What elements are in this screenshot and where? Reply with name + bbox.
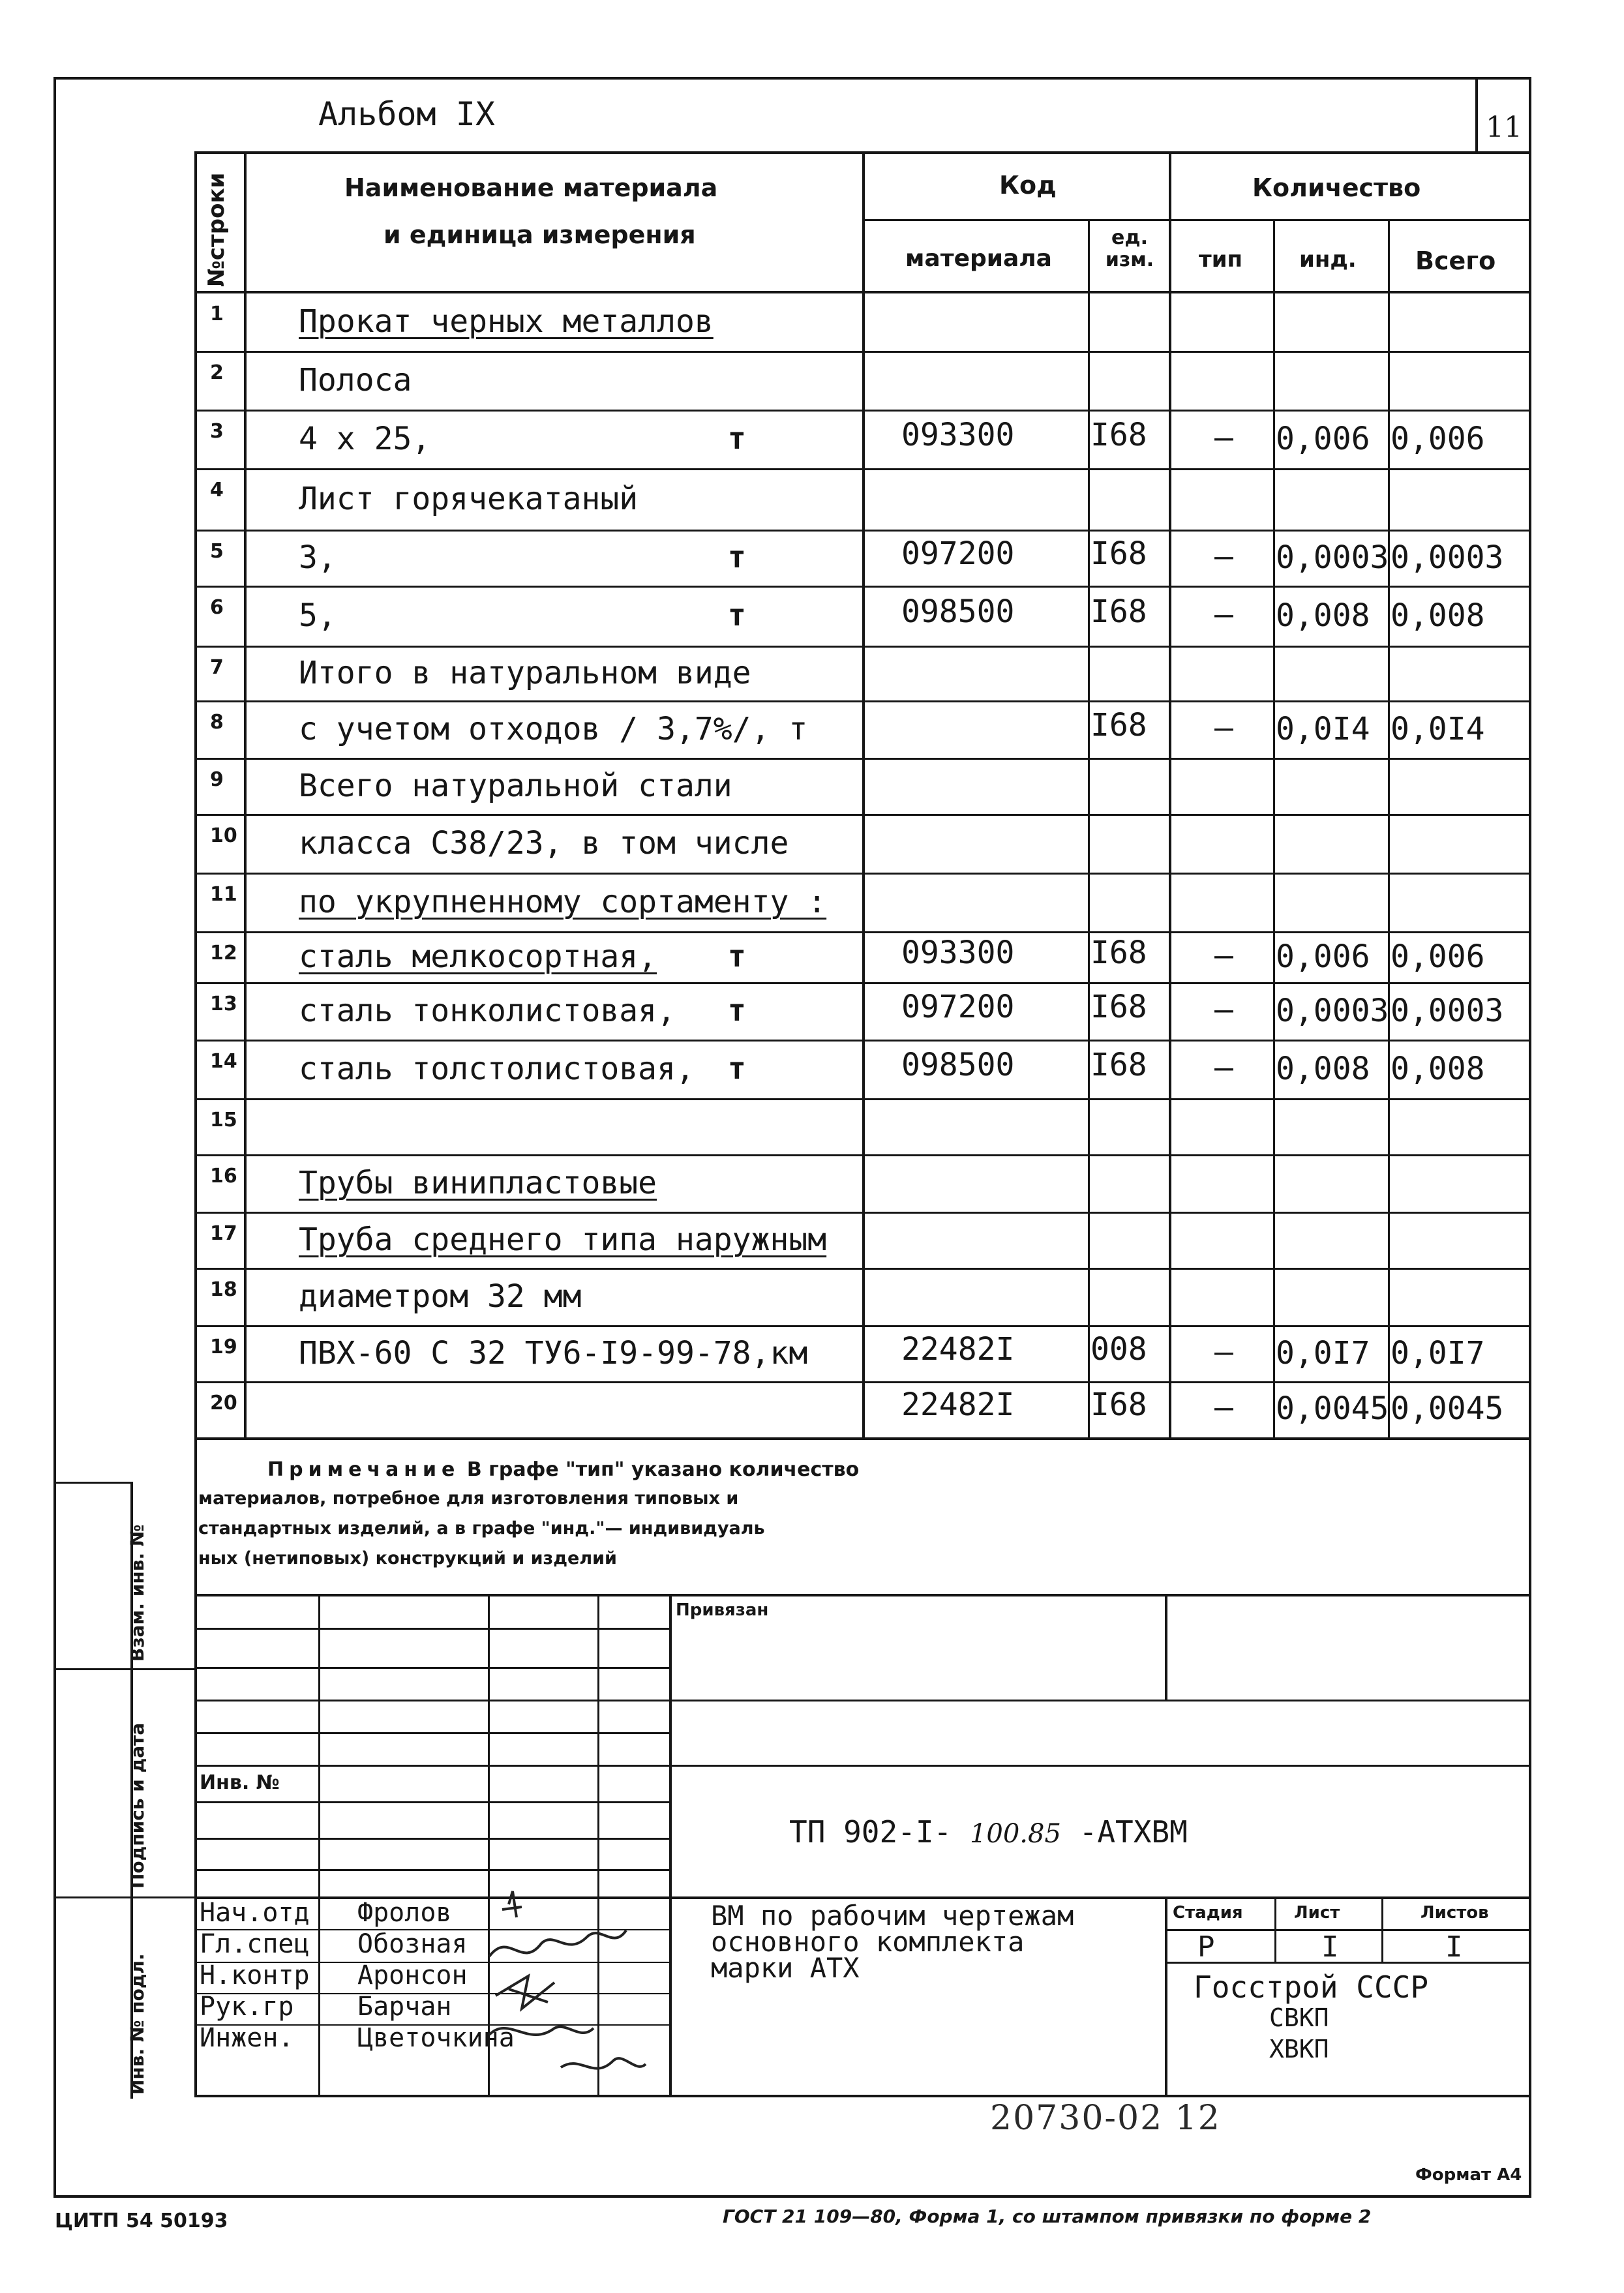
side-label-inv-podl: Инв. № подл. — [127, 1953, 148, 2095]
sheets-value: I — [1445, 1930, 1463, 1964]
note-line4: ных (нетиповых) конструкций и изделий — [198, 1548, 617, 1568]
stamp-role: Нач.отд — [200, 1898, 310, 1928]
note-line2: материалов, потребное для изготовления типовых и — [198, 1488, 739, 1508]
qty-ind: 0,008 — [1276, 1051, 1370, 1087]
qty-ind: 0,0I7 — [1276, 1335, 1370, 1371]
stage-h1 — [1165, 1929, 1531, 1931]
row-number: 1 — [210, 303, 224, 325]
material-code: 098500 — [901, 593, 1015, 630]
stamp-v4 — [669, 1594, 672, 2097]
material-code: 097200 — [901, 989, 1015, 1025]
qty-ind: 0,006 — [1276, 421, 1370, 457]
stamp-person-name: Барчан — [357, 1992, 452, 2022]
org-line1: Госстрой СССР — [1194, 1970, 1429, 2005]
qty-total: 0,008 — [1391, 597, 1485, 634]
privyazan-label: Привязан — [676, 1600, 769, 1620]
binding-sep1 — [53, 1668, 197, 1670]
stamp-role: Н.контр — [200, 1960, 310, 1990]
header-type: тип — [1199, 247, 1243, 273]
qty-ind: 0,0003 — [1276, 993, 1389, 1029]
row-number: 7 — [210, 656, 224, 679]
stage-v2 — [1381, 1896, 1383, 1962]
qty-total: 0,008 — [1391, 1051, 1485, 1087]
unit-code: I68 — [1090, 989, 1147, 1025]
unit-code: I68 — [1090, 707, 1147, 743]
stage-value: Р — [1197, 1930, 1215, 1964]
material-unit: т — [728, 597, 746, 633]
qty-type: – — [1214, 1389, 1233, 1426]
material-name: 5, — [299, 597, 337, 634]
row-number: 3 — [210, 420, 224, 443]
header-code-material: материала — [905, 245, 1052, 272]
material-unit: т — [728, 539, 746, 575]
col-line-rowno — [244, 151, 247, 1439]
col-line-code — [1088, 219, 1090, 1439]
qty-ind: 0,0003 — [1276, 539, 1389, 576]
col-line-ind — [1388, 219, 1390, 1439]
col-line-uom — [1169, 151, 1171, 1439]
stage-h2 — [1165, 1962, 1531, 1964]
footer-right: ГОСТ 21 109—80, Форма 1, со штампом привязки по форме 2 — [723, 2206, 1372, 2227]
inv-no-label: Инв. № — [200, 1771, 280, 1794]
unit-code: I68 — [1090, 935, 1147, 971]
material-code: 093300 — [901, 417, 1015, 453]
unit-code: I68 — [1090, 593, 1147, 630]
page-number: 11 — [1486, 111, 1522, 144]
material-name: 3, — [299, 539, 337, 576]
material-name: класса С38/23, в том числе — [299, 825, 789, 862]
row-number: 11 — [210, 883, 237, 906]
header-name-line1: Наименование материала — [344, 173, 718, 202]
note-line3: стандартных изделий, а в графе "инд."— индивидуаль — [198, 1518, 765, 1538]
row-separator — [194, 410, 1531, 412]
row-separator — [194, 1325, 1531, 1327]
album-title: Альбом IX — [318, 95, 495, 133]
stamp-v5-top — [1165, 1594, 1167, 1700]
doc-number-hand: 100.85 — [969, 1819, 1061, 1849]
material-name: Всего натуральной стали — [299, 768, 732, 804]
qty-ind: 0,0I4 — [1276, 711, 1370, 747]
stamp-person-name: Аронсон — [357, 1960, 468, 1990]
row-number: 4 — [210, 479, 224, 502]
row-number: 18 — [210, 1278, 237, 1301]
note-title: Примечание — [267, 1458, 460, 1481]
material-code: 093300 — [901, 935, 1015, 971]
footer-left: ЦИТП 54 50193 — [55, 2210, 228, 2232]
row-number: 2 — [210, 361, 224, 384]
stamp-right — [1529, 1594, 1531, 2097]
material-name: сталь мелкосортная, — [299, 938, 657, 975]
stamp-h5 — [194, 1765, 1531, 1767]
stamp-bottom — [194, 2095, 1531, 2097]
doc-title — [711, 1900, 1074, 1984]
col-line-name — [862, 151, 865, 1439]
qty-type: – — [1214, 1334, 1233, 1370]
stamp-left — [194, 1594, 197, 2097]
binding-top — [53, 1482, 132, 1484]
stamp-person-name: Фролов — [357, 1898, 452, 1928]
signatures-image — [483, 1878, 652, 2100]
material-unit: т — [728, 421, 746, 456]
row-number: 16 — [210, 1165, 237, 1188]
header-code-unit: ед. изм. — [1105, 226, 1154, 271]
doc-number-prefix: ТП 902-I- — [789, 1814, 952, 1850]
row-separator — [194, 1268, 1531, 1270]
sheets-label: Листов — [1421, 1903, 1489, 1923]
stage-label: Стадия — [1173, 1903, 1243, 1923]
qty-total: 0,006 — [1391, 421, 1485, 457]
row-separator — [194, 758, 1531, 760]
side-label-vzam: Взам. инв. № — [127, 1524, 148, 1662]
table-left-line — [194, 151, 197, 1606]
stamp-person-name: Цветочкина — [357, 2023, 515, 2053]
qty-ind: 0,0045 — [1276, 1390, 1389, 1427]
org-line2: СВКП — [1269, 2003, 1329, 2032]
stamp-role: Гл.спец — [200, 1929, 310, 1959]
outer-frame-bottom — [53, 2195, 1531, 2198]
qty-type: – — [1214, 710, 1233, 746]
row-number: 14 — [210, 1050, 237, 1073]
row-separator — [194, 1098, 1531, 1100]
stamp-role: Инжен. — [200, 2023, 294, 2053]
row-separator — [194, 982, 1531, 984]
unit-code: I68 — [1090, 1047, 1147, 1083]
row-number: 9 — [210, 768, 224, 791]
material-name: Труба среднего типа наружным — [299, 1221, 827, 1258]
row-separator — [194, 586, 1531, 588]
hand-number: 20730-02 12 — [990, 2099, 1221, 2138]
material-name: Лист горячекатаный — [299, 481, 639, 517]
qty-total: 0,0045 — [1391, 1390, 1504, 1427]
row-separator — [194, 1040, 1531, 1042]
note-text1: В графе "тип" указано количество — [466, 1458, 860, 1481]
header-quantity: Количество — [1252, 173, 1421, 202]
row-number: 19 — [210, 1336, 237, 1358]
row-separator — [194, 646, 1531, 648]
col-line-type — [1273, 219, 1275, 1439]
doc-title-line1: ВМ по рабочим чертежам — [711, 1900, 1074, 1932]
header-ind: инд. — [1299, 247, 1357, 273]
row-separator — [194, 468, 1531, 470]
row-number: 20 — [210, 1392, 237, 1415]
material-name: 4 х 25, — [299, 421, 431, 457]
unit-code: I68 — [1090, 417, 1147, 453]
qty-ind: 0,008 — [1276, 597, 1370, 634]
side-label-podp: Подпись и дата — [127, 1722, 148, 1889]
sheet-value: I — [1321, 1930, 1339, 1964]
material-name: диаметром 32 мм — [299, 1278, 582, 1315]
stamp-role: Рук.гр — [200, 1992, 294, 2022]
note-line1 — [267, 1458, 859, 1481]
stamp-v1 — [318, 1594, 320, 2096]
doc-number — [789, 1814, 1188, 1850]
org-line3: ХВКП — [1269, 2035, 1329, 2063]
material-name: по укрупненному сортаменту : — [299, 884, 827, 920]
material-unit: т — [728, 1051, 746, 1086]
doc-title-line3: марки АТХ — [711, 1952, 860, 1984]
row-separator — [194, 1154, 1531, 1156]
material-name: Итого в натуральном виде — [299, 655, 751, 691]
stamp-person-name: Обозная — [357, 1929, 468, 1959]
header-code: Код — [999, 171, 1057, 200]
unit-code: I68 — [1090, 1386, 1147, 1423]
qty-total: 0,0003 — [1391, 539, 1504, 576]
stamp-top — [194, 1594, 1531, 1596]
header-total: Всего — [1415, 247, 1496, 275]
row-separator — [194, 700, 1531, 702]
binding-sep2 — [53, 1896, 197, 1898]
stamp-h3 — [194, 1700, 1531, 1701]
qty-type: – — [1214, 937, 1233, 974]
doc-title-line2: основного комплекта — [711, 1926, 1025, 1958]
row-number: 6 — [210, 596, 224, 619]
row-number: 8 — [210, 711, 224, 734]
format-label: Формат А4 — [1415, 2165, 1522, 2185]
header-row-no: №строки — [203, 172, 230, 287]
unit-code: I68 — [1090, 535, 1147, 572]
row-separator — [194, 530, 1531, 532]
row-number: 12 — [210, 942, 237, 965]
material-name: сталь толстолистовая, — [299, 1051, 695, 1087]
row-separator — [194, 814, 1531, 816]
sheet-label: Лист — [1294, 1903, 1340, 1923]
header-sub-line — [862, 219, 1529, 221]
material-name: Трубы винипластовые — [299, 1165, 657, 1201]
qty-type: – — [1214, 596, 1233, 633]
rows-bottom-line — [194, 1437, 1531, 1440]
unit-code: 008 — [1090, 1331, 1147, 1368]
qty-type: – — [1214, 419, 1233, 456]
header-name-line2: и единица измерения — [383, 220, 696, 249]
qty-total: 0,0I7 — [1391, 1335, 1485, 1371]
qty-total: 0,0I4 — [1391, 711, 1485, 747]
row-number: 10 — [210, 824, 237, 847]
row-separator — [194, 351, 1531, 353]
material-unit: т — [728, 938, 746, 974]
material-name: Прокат черных металлов — [299, 303, 714, 340]
doc-number-suffix: -АТХВМ — [1079, 1814, 1188, 1850]
qty-type: – — [1214, 991, 1233, 1028]
row-number: 15 — [210, 1109, 237, 1132]
row-separator — [194, 1381, 1531, 1383]
material-code: 22482I — [901, 1386, 1015, 1423]
row-separator — [194, 873, 1531, 875]
stamp-v5-bottom — [1165, 1896, 1167, 2096]
row-number: 5 — [210, 540, 224, 563]
qty-total: 0,006 — [1391, 938, 1485, 975]
row-separator — [194, 1212, 1531, 1214]
qty-type: – — [1214, 1049, 1233, 1086]
qty-type: – — [1214, 538, 1233, 575]
material-code: 097200 — [901, 535, 1015, 572]
material-code: 22482I — [901, 1331, 1015, 1368]
material-name: с учетом отходов / 3,7%/, т — [299, 711, 808, 747]
material-unit: т — [728, 993, 746, 1028]
material-name: ПВХ-60 С 32 ТУ6-I9-99-78,км — [299, 1335, 808, 1371]
material-name: Полоса — [299, 362, 412, 398]
stage-v1 — [1274, 1896, 1276, 1962]
row-number: 13 — [210, 993, 237, 1015]
row-number: 17 — [210, 1222, 237, 1245]
qty-total: 0,0003 — [1391, 993, 1504, 1029]
material-code: 098500 — [901, 1047, 1015, 1083]
row-separator — [194, 931, 1531, 933]
qty-ind: 0,006 — [1276, 938, 1370, 975]
material-name: сталь тонколистовая, — [299, 993, 676, 1029]
